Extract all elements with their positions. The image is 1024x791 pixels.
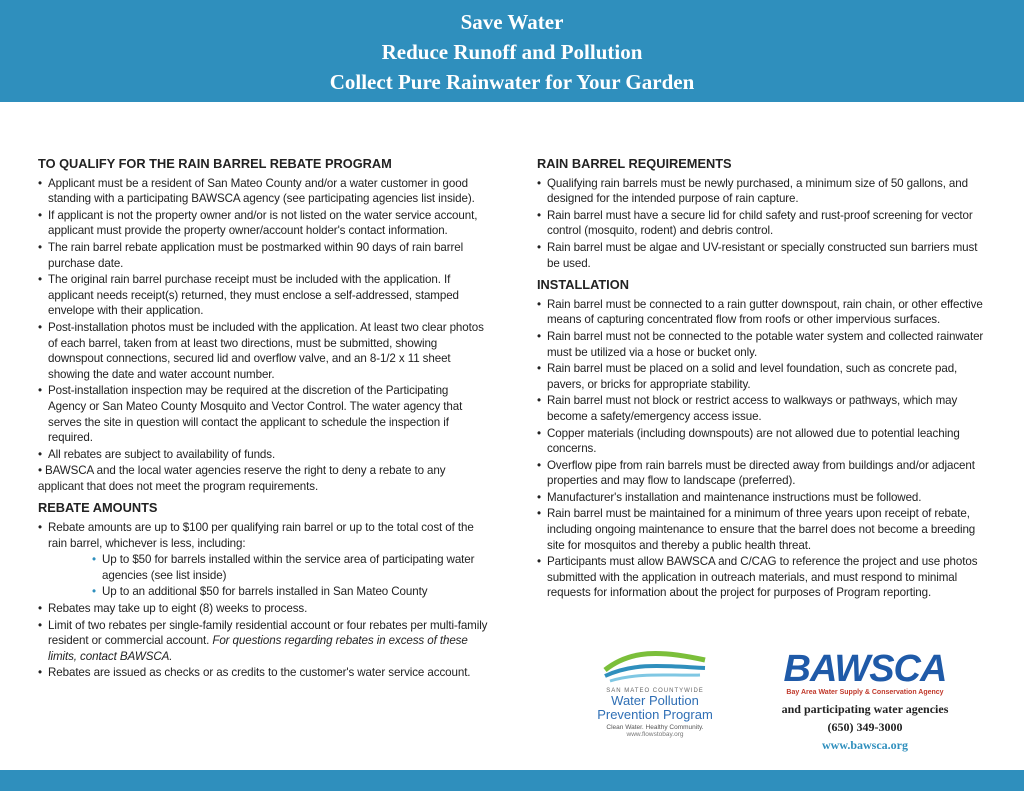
list-item: • Manufacturer's installation and maintenance instructions must be followed.: [537, 490, 922, 504]
list-item: • Post-installation inspection may be required at the discretion of the Participating Agency or San Mateo County Mosquito and Vector Control. The water agency that serves the site in question will contact the applicant to schedule the inspection if required.: [38, 384, 463, 445]
header-line-1: Save Water: [460, 10, 564, 34]
bawsca-subtitle: Bay Area Water Supply & Conservation Agency: [786, 689, 944, 696]
list-item: • The original rain barrel purchase receipt must be included with the application. If applicant needs receipt(s) returned, they must enclose a self-addressed, stamped envelope with their application.: [38, 273, 459, 318]
list-item: • Participants must allow BAWSCA and C/CAG to reference the project and use photos submitted with the application in outreach materials, and must respond to minimal requests for information about the project for purposes of Program reporting.: [537, 555, 978, 600]
list-item: • Applicant must be a resident of San Mateo County and/or a water customer in good standing with a participating BAWSCA agency (see participating agencies list inside).: [38, 176, 475, 206]
list-item: • Rain barrel must be maintained for a minimum of three years upon receipt of rebate, including ongoing maintenance to ensure that the barrel does not become a breeding site for mosquitos and thereby a public health threat.: [537, 507, 976, 552]
list-item: • Rain barrel must be algae and UV-resistant or specially constructed sun barriers must be used.: [537, 240, 978, 270]
list-item: • Up to an additional $50 for barrels installed in San Mateo County: [92, 585, 428, 599]
left-column: [38, 156, 488, 682]
wave-icon: [600, 648, 710, 686]
wpp-line-2: Prevention Program: [597, 707, 713, 722]
list-item: • Overflow pipe from rain barrels must be directed away from buildings and/or adjacent properties and may flow to landscape (preferred).: [537, 458, 975, 488]
list-item: • BAWSCA and the local water agencies reserve the right to deny a rebate to any applicant that does not meet the program requirements.: [38, 464, 446, 493]
list-item: • Rain barrel must be connected to a rain gutter downspout, rain chain, or other effective means of capturing concentrated flow from roofs or other impervious surfaces.: [537, 297, 983, 327]
list-item: • Rebates are issued as checks or as credits to the customer's water service account.: [38, 666, 471, 680]
bawsca-logo: [775, 650, 955, 696]
list-item: • Up to $50 for barrels installed within the service area of participating water agencies (see list inside): [92, 553, 475, 582]
list-item: • Limit of two rebates per single-family residential account or four rebates per multi-family resident or commercial account. For questions regarding rebates in excess of these limits, contact BAWSCA.: [38, 618, 488, 663]
footer-band: [0, 770, 1024, 791]
contact-line: and participating water agencies: [781, 702, 949, 716]
rebates-title: REBATE AMOUNTS: [38, 500, 158, 516]
list-item: • Rebates may take up to eight (8) weeks to process.: [38, 602, 308, 616]
requirements-title: RAIN BARREL REQUIREMENTS: [537, 156, 732, 171]
header-line-3: Collect Pure Rainwater for Your Garden: [329, 70, 695, 94]
requirements-list: [537, 176, 987, 272]
qualify-title: TO QUALIFY FOR THE RAIN BARREL REBATE PROGRAM: [38, 156, 392, 171]
wpp-county: SAN MATEO COUNTYWIDE: [606, 688, 704, 694]
list-item: • Rebate amounts are up to $100 per qualifying rain barrel or up to the total cost of the rain barrel, whichever is less, including: • Up to $50 for barrels installed within the service area of participating water agencies (see list inside) • Up to an additional $50 for barrels installed in San Mateo County: [38, 520, 488, 600]
header-line-2: Reduce Runoff and Pollution: [381, 40, 643, 64]
contact-url[interactable]: www.bawsca.org: [822, 738, 908, 752]
contact-phone: (650) 349-3000: [827, 720, 903, 734]
list-item: • All rebates are subject to availability of funds.: [38, 447, 276, 461]
rebates-list: [38, 520, 488, 681]
list-item: • Rain barrel must be placed on a solid and level foundation, such as concrete pad, pavers, or bricks for appropriate stability.: [537, 362, 958, 391]
list-item: • Copper materials (including downspouts) are not allowed due to potential leaching concerns.: [537, 426, 960, 456]
contact-block: [775, 700, 955, 754]
right-column: [537, 156, 987, 602]
list-item: • Post-installation photos must be included with the application. At least two clear photos of each barrel, taken from at least two directions, must be submitted, showing downspout connections, secured lid and overflow valve, and an 8-1/2 x 11 sheet showing the date and water account number.: [38, 320, 484, 381]
list-item: • Rain barrel must not block or restrict access to walkways or pathways, which may become a safety/emergency access issue.: [537, 394, 958, 423]
qualify-list: [38, 176, 488, 495]
wpp-tagline: Clean Water. Healthy Community.: [606, 724, 704, 731]
wpp-line-1: Water Pollution: [611, 693, 699, 708]
list-item: • The rain barrel rebate application must be postmarked within 90 days of rain barrel purchase date.: [38, 240, 464, 270]
list-item: • Rain barrel must not be connected to the potable water system and collected rainwater must be utilized via a hose or bucket only.: [537, 329, 984, 359]
header-banner: [0, 0, 1024, 102]
wpp-logo: [570, 648, 740, 758]
wpp-url: www.flowstobay.org: [626, 731, 684, 738]
list-item: • Rain barrel must have a secure lid for child safety and rust-proof screening for vector control (mosquito, rodent) and debris control.: [537, 208, 973, 238]
bawsca-name: BAWSCA: [783, 648, 947, 690]
list-item: • If applicant is not the property owner and/or is not listed on the water service account, applicant must provide the property owner/account holder's contact information.: [38, 208, 478, 238]
installation-list: [537, 297, 987, 601]
rebates-sublist: [92, 552, 488, 600]
installation-title: INSTALLATION: [537, 277, 629, 293]
list-item: • Qualifying rain barrels must be newly purchased, a minimum size of 50 gallons, and designed for the intended purpose of rain capture.: [537, 176, 968, 206]
